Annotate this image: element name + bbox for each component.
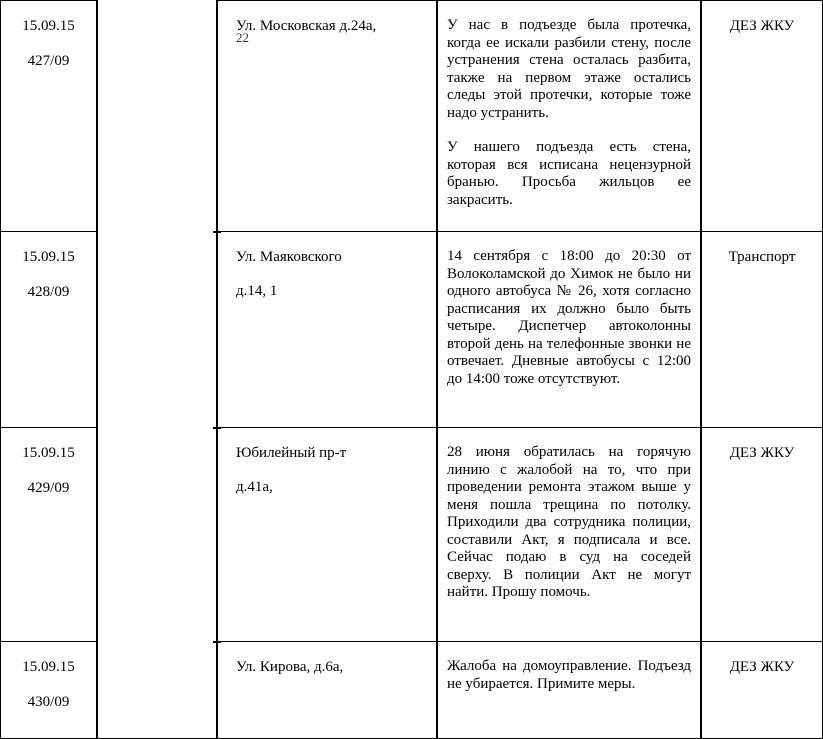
complaint-cell: [437, 642, 701, 739]
complaint-cell: [437, 1, 701, 232]
name-cell: [97, 232, 217, 428]
address-line: Ул. Кирова, д.6а,: [236, 659, 344, 675]
address-line: Юбилейный пр-т: [236, 445, 347, 461]
date-cell: [1, 642, 98, 739]
date-cell: [1, 232, 98, 428]
department-cell: [701, 1, 823, 232]
complaint-cell: [437, 428, 701, 642]
address-line: д.14, 1: [236, 283, 278, 299]
table-row: [1, 428, 823, 642]
date: 15.09.15: [22, 18, 75, 34]
department-cell: [701, 232, 823, 428]
complaint-paragraph: 14 сентября с 18:00 до 20:30 от Волоколамской до Химок не было ни одного автобуса № 26, хотя согласно расписания их должно было быть четыре. Диспетчер автоколонны второй день на телефонные звонки не отвечает. Дневные автобусы с 12:00 до 14:00 тоже отсутствуют.: [447, 248, 691, 387]
date: 15.09.15: [22, 249, 75, 265]
department: Транспорт: [728, 249, 796, 265]
address-cut-text: 22: [236, 30, 249, 45]
request-number: 429/09: [27, 480, 70, 496]
name-cell: [97, 1, 217, 232]
complaint-paragraph: У нас в подъезде была протечка, когда ее искали разбили стену, после устранения стена осталась разбита, также на первом этаже остались следы этой протечки, которые тоже надо устранить.: [447, 17, 691, 121]
request-number: 428/09: [27, 284, 70, 300]
table-row: [1, 642, 823, 739]
complaint-paragraph: У нашего подъезда есть стена, которая вся исписана нецензурной бранью. Просьба жильцов ее закрасить.: [447, 139, 691, 208]
row-divider-tick: [213, 427, 221, 429]
address-line: д.41а,: [236, 479, 273, 495]
address-line: Ул. Московская д.24а,: [236, 18, 377, 34]
department: ДЕЗ ЖКУ: [729, 445, 795, 461]
date: 15.09.15: [22, 659, 75, 675]
department: ДЕЗ ЖКУ: [729, 18, 795, 34]
table-row: [1, 232, 823, 428]
date-cell: [1, 428, 98, 642]
address-cell: [217, 428, 437, 642]
department-cell: [701, 642, 823, 739]
name-cell: [97, 642, 217, 739]
complaint-paragraph: Жалоба на домоуправление. Подъезд не убирается. Примите меры.: [447, 658, 691, 692]
request-number: 427/09: [27, 53, 70, 69]
row-divider-tick: [213, 641, 221, 643]
address-cell: [217, 642, 437, 739]
table-row: [1, 1, 823, 232]
address-line: Ул. Маяковского: [236, 249, 342, 265]
address-cell: [217, 1, 437, 232]
date-cell: [1, 1, 98, 232]
name-cell: [97, 428, 217, 642]
request-number: 430/09: [27, 694, 70, 710]
department-cell: [701, 428, 823, 642]
row-divider-tick: [213, 231, 221, 233]
department: ДЕЗ ЖКУ: [729, 659, 795, 675]
date: 15.09.15: [22, 445, 75, 461]
complaint-paragraph: 28 июня обратилась на горячую линию с жалобой на то, что при проведении ремонта этажом выше у меня пошла трещина по потолку. Приходили два сотрудника полиции, составили Акт, я подписала и все. Сейчас подаю в суд на соседей сверху. В полиции Акт не могут найти. Прошу помочь.: [447, 444, 691, 600]
complaint-cell: [437, 232, 701, 428]
address-cell: [217, 232, 437, 428]
